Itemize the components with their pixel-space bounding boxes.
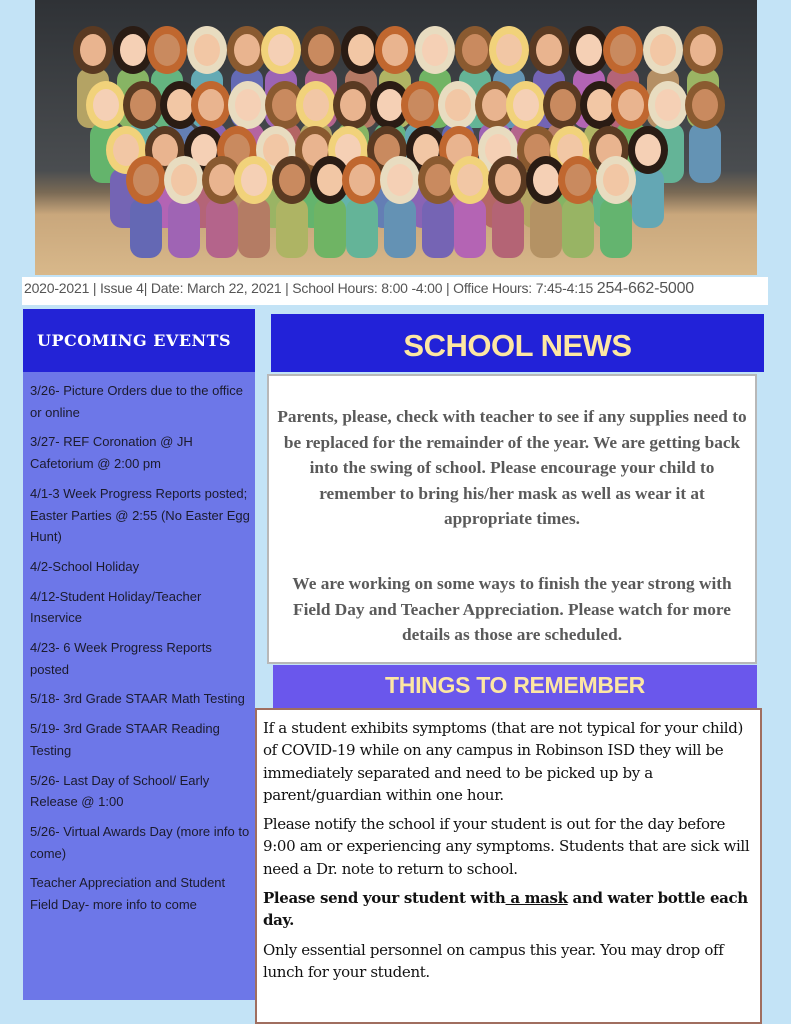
cartoon-face <box>377 89 403 121</box>
cartoon-body <box>346 198 378 258</box>
cartoon-body <box>530 198 562 258</box>
cartoon-face <box>690 34 716 66</box>
cartoon-body <box>206 198 238 258</box>
cartoon-face <box>382 34 408 66</box>
event-item: 3/27- REF Coronation @ JH Cafetorium @ 2:00 pm <box>30 434 193 472</box>
things-to-remember-title: THINGS TO REMEMBER <box>273 665 757 709</box>
event-item: 4/12-Student Holiday/Teacher Inservice <box>30 588 202 626</box>
cartoon-face <box>565 164 591 196</box>
cartoon-face <box>340 89 366 121</box>
cartoon-face <box>317 164 343 196</box>
cartoon-face <box>167 89 193 121</box>
cartoon-face <box>482 89 508 121</box>
cartoon-face <box>349 164 375 196</box>
cartoon-face <box>241 164 267 196</box>
cartoon-face <box>422 34 448 66</box>
personnel-note: Only essential personnel on campus this year. You may drop off lunch for your student. <box>263 940 724 981</box>
cartoon-body <box>632 168 664 228</box>
cartoon-body <box>238 198 270 258</box>
cartoon-body <box>168 198 200 258</box>
cartoon-face <box>587 89 613 121</box>
event-item: 5/26- Virtual Awards Day (more info to come) <box>30 823 250 861</box>
cartoon-face <box>268 34 294 66</box>
cartoon-face <box>550 89 576 121</box>
cartoon-face <box>303 89 329 121</box>
cartoon-face <box>533 164 559 196</box>
cartoon-face <box>348 34 374 66</box>
cartoon-face <box>603 164 629 196</box>
cartoon-face <box>635 134 661 166</box>
cartoon-face <box>408 89 434 121</box>
cartoon-face <box>198 89 224 121</box>
news-paragraph: Parents, please, check with teacher to see if any supplies need to be replaced for the remainder of the year. We are getting back into the swing of school. Please encourage your child to remember to bring his/her mask as well as wear it at appropriate times. <box>277 407 747 529</box>
event-item: 4/1-3 Week Progress Reports posted; Easter Parties @ 2:55 (No Easter Egg Hunt) <box>30 485 250 545</box>
event-item: 4/2-School Holiday <box>30 558 140 574</box>
issue-info-text: 2020-2021 | Issue 4| Date: March 22, 2021 | School Hours: 8:00 -4:00 | Office Hours: 7:45-4:15 <box>24 280 597 296</box>
staff-group-photo <box>35 0 757 275</box>
mask-note-underlined: a mask <box>505 889 568 908</box>
cartoon-face <box>650 34 676 66</box>
event-item: 5/26- Last Day of School/ Early Release @ 1:00 <box>30 772 210 810</box>
cartoon-face <box>513 89 539 121</box>
cartoon-face <box>133 164 159 196</box>
cartoon-body <box>689 123 721 183</box>
cartoon-face <box>80 34 106 66</box>
school-news-body <box>267 374 757 664</box>
cartoon-face <box>154 34 180 66</box>
phone-number: 254-662-5000 <box>596 280 694 297</box>
cartoon-face <box>445 89 471 121</box>
cartoon-face <box>194 34 220 66</box>
cartoon-face <box>618 89 644 121</box>
issue-info-bar <box>22 277 768 305</box>
cartoon-body <box>276 198 308 258</box>
cartoon-body <box>562 198 594 258</box>
cartoon-face <box>130 89 156 121</box>
upcoming-events-title: UPCOMING EVENTS <box>23 309 255 372</box>
cartoon-body <box>454 198 486 258</box>
cartoon-face <box>120 34 146 66</box>
event-item: 5/18- 3rd Grade STAAR Math Testing <box>30 691 245 707</box>
cartoon-face <box>495 164 521 196</box>
cartoon-face <box>387 164 413 196</box>
cartoon-face <box>235 89 261 121</box>
event-item: Teacher Appreciation and Student Field Day- more info to come <box>30 875 226 913</box>
cartoon-body <box>384 198 416 258</box>
mask-note-end: and water bottle each day. <box>263 889 748 930</box>
cartoon-face <box>496 34 522 66</box>
cartoon-face <box>272 89 298 121</box>
event-item: 4/23- 6 Week Progress Reports posted <box>30 640 212 677</box>
cartoon-face <box>576 34 602 66</box>
cartoon-face <box>457 164 483 196</box>
cartoon-body <box>492 198 524 258</box>
events-list <box>23 372 255 916</box>
cartoon-face <box>425 164 451 196</box>
cartoon-face <box>308 34 334 66</box>
cartoon-face <box>462 34 488 66</box>
cartoon-face <box>692 89 718 121</box>
event-item: 5/19- 3rd Grade STAAR Reading Testing <box>30 721 220 758</box>
news-paragraph: We are working on some ways to finish the year strong with Field Day and Teacher Appreciation. Please watch for more details as those are scheduled. <box>292 573 732 645</box>
cartoon-body <box>314 198 346 258</box>
cartoon-body <box>600 198 632 258</box>
covid-symptoms-note: If a student exhibits symptoms (that are not typical for your child) of COVID-19 while on any campus in Robinson ISD they will be immediately separated and need to be picked up by a parent/guardian within one hour. <box>263 719 743 804</box>
cartoon-face <box>655 89 681 121</box>
cartoon-face <box>536 34 562 66</box>
cartoon-body <box>130 198 162 258</box>
mask-water-note <box>263 887 754 932</box>
cartoon-body <box>422 198 454 258</box>
cartoon-face <box>279 164 305 196</box>
cartoon-face <box>209 164 235 196</box>
cartoon-face <box>93 89 119 121</box>
cartoon-face <box>171 164 197 196</box>
cartoon-face <box>234 34 260 66</box>
mask-note-start: Please send your student with <box>263 889 506 908</box>
absence-note: Please notify the school if your student is out for the day before 9:00 am or experiencing any symptoms. Students that are sick will need a Dr. note to return to school. <box>263 815 750 878</box>
school-news-title: SCHOOL NEWS <box>271 314 764 372</box>
cartoon-face <box>610 34 636 66</box>
event-item: 3/26- Picture Orders due to the office or online <box>30 383 243 420</box>
upcoming-events-panel <box>23 309 255 1000</box>
things-to-remember-body <box>255 708 762 1024</box>
